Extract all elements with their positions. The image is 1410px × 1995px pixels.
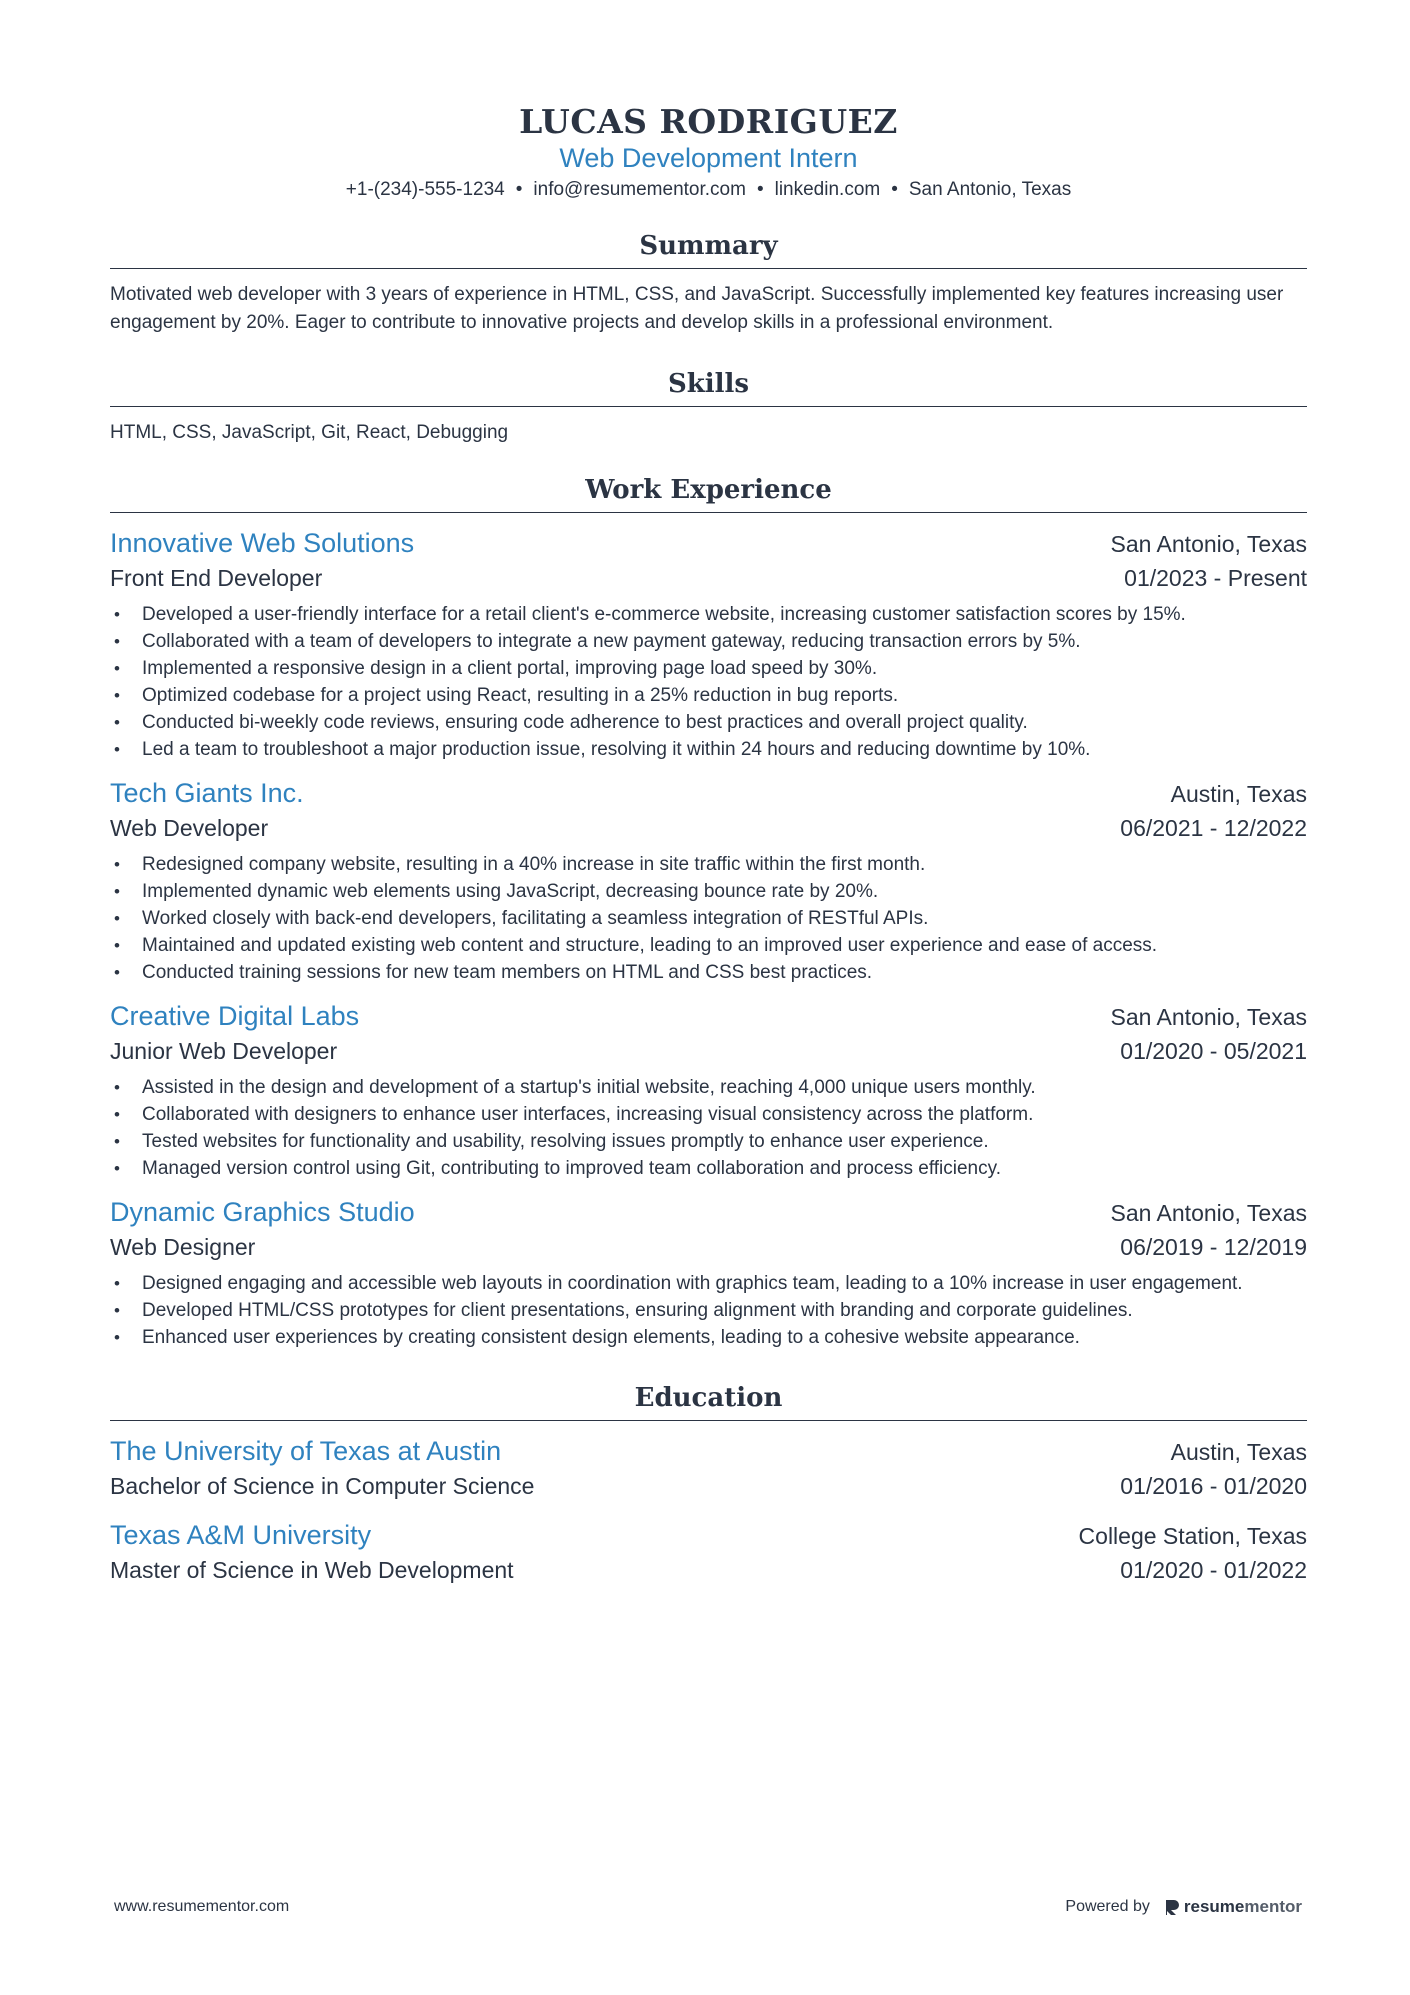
bullet-item: • Implemented a responsive design in a client portal, improving page load speed by 30%. xyxy=(110,655,1307,682)
phone: +1-(234)-555-1234 xyxy=(345,179,505,200)
job-entry xyxy=(110,775,1307,986)
job-title: Junior Web Developer xyxy=(110,1038,338,1064)
bullet-item: • Assisted in the design and development of a startup's initial website, reaching 4,000 unique users monthly. xyxy=(110,1074,1307,1101)
bullet-item: • Collaborated with a team of developers to integrate a new payment gateway, reducing transaction errors by 5%. xyxy=(110,628,1307,655)
bullet-item: • Managed version control using Git, contributing to improved team collaboration and process efficiency. xyxy=(110,1155,1307,1182)
linkedin-link[interactable]: linkedin.com xyxy=(774,179,881,200)
degree: Master of Science in Web Development xyxy=(110,1557,514,1583)
bullet-item: • Maintained and updated existing web content and structure, leading to an improved user experience and ease of access. xyxy=(110,932,1307,959)
resumementor-logo xyxy=(1164,1897,1302,1917)
separator-dot: • xyxy=(891,179,898,200)
job-title-row xyxy=(110,1034,1307,1068)
bullet-item: • Optimized codebase for a project using React, resulting in a 25% reduction in bug reports. xyxy=(110,682,1307,709)
logo-text-resume: resume xyxy=(1183,1897,1245,1916)
education-entry xyxy=(110,1433,1307,1503)
job-bullets xyxy=(110,1074,1307,1182)
separator-dot: • xyxy=(756,179,764,200)
skills-section xyxy=(110,367,1307,447)
job-title-row xyxy=(110,1230,1307,1264)
company-name: Tech Giants Inc. xyxy=(110,778,304,808)
school-header-row xyxy=(110,1517,1307,1553)
job-entry xyxy=(110,998,1307,1182)
candidate-name: LUCAS RODRIGUEZ xyxy=(519,102,898,141)
job-location: San Antonio, Texas xyxy=(1110,1004,1307,1030)
job-title: Front End Developer xyxy=(110,565,323,591)
candidate-role: Web Development Intern xyxy=(559,143,858,173)
section-title-education: Education xyxy=(110,1381,1307,1421)
summary-section xyxy=(110,229,1307,337)
company-name: Creative Digital Labs xyxy=(110,1001,360,1031)
bullet-item: • Led a team to troubleshoot a major production issue, resolving it within 24 hours and reducing downtime by 10%. xyxy=(110,736,1307,763)
page-footer xyxy=(114,1892,1302,1922)
job-header-row xyxy=(110,998,1307,1034)
skills-text: HTML, CSS, JavaScript, Git, React, Debugging xyxy=(110,422,509,443)
logo-text-mentor: mentor xyxy=(1244,1897,1302,1916)
job-header-row xyxy=(110,775,1307,811)
bullet-item: • Collaborated with designers to enhance user interfaces, increasing visual consistency across the platform. xyxy=(110,1101,1307,1128)
job-title: Web Developer xyxy=(110,815,269,841)
job-bullets xyxy=(110,601,1307,763)
job-entry xyxy=(110,1194,1307,1351)
bullet-item: • Developed HTML/CSS prototypes for client presentations, ensuring alignment with branding and corporate guidelines. xyxy=(110,1297,1307,1324)
school-location: Austin, Texas xyxy=(1170,1439,1307,1465)
resume-page xyxy=(110,100,1307,1587)
section-title-skills: Skills xyxy=(110,367,1307,407)
job-header-row xyxy=(110,1194,1307,1230)
experience-section xyxy=(110,473,1307,1351)
job-list xyxy=(110,525,1307,1351)
summary-text: Motivated web developer with 3 years of experience in HTML, CSS, and JavaScript. Successfully implemented key features increasing user engagement by 20%. Eager to contribute to innovative projects and develop skills in a professional environment. xyxy=(110,284,1284,333)
bullet-item: • Developed a user-friendly interface for a retail client's e-commerce website, increasing customer satisfaction scores by 15%. xyxy=(110,601,1307,628)
school-header-row xyxy=(110,1433,1307,1469)
bullet-item: • Tested websites for functionality and usability, resolving issues promptly to enhance user experience. xyxy=(110,1128,1307,1155)
job-bullets xyxy=(110,1270,1307,1351)
degree-row xyxy=(110,1469,1307,1503)
school-name: The University of Texas at Austin xyxy=(110,1436,502,1466)
bullet-item: • Implemented dynamic web elements using JavaScript, decreasing bounce rate by 20%. xyxy=(110,878,1307,905)
section-title-summary: Summary xyxy=(110,229,1307,269)
job-location: San Antonio, Texas xyxy=(1110,1200,1307,1226)
school-name: Texas A&M University xyxy=(110,1520,372,1550)
school-location: College Station, Texas xyxy=(1078,1523,1307,1549)
school-list xyxy=(110,1433,1307,1587)
job-dates: 06/2021 - 12/2022 xyxy=(1120,815,1307,841)
job-header-row xyxy=(110,525,1307,561)
bullet-item: • Designed engaging and accessible web layouts in coordination with graphics team, leading to a 10% increase in user engagement. xyxy=(110,1270,1307,1297)
resume-header xyxy=(110,100,1307,204)
education-section xyxy=(110,1381,1307,1587)
powered-by xyxy=(1065,1897,1302,1917)
bullet-item: • Conducted training sessions for new team members on HTML and CSS best practices. xyxy=(110,959,1307,986)
bullet-item: • Worked closely with back-end developers, facilitating a seamless integration of RESTful APIs. xyxy=(110,905,1307,932)
job-location: San Antonio, Texas xyxy=(1110,531,1307,557)
education-entry xyxy=(110,1517,1307,1587)
job-dates: 06/2019 - 12/2019 xyxy=(1120,1234,1307,1260)
job-location: Austin, Texas xyxy=(1170,781,1307,807)
section-title-experience: Work Experience xyxy=(110,473,1307,513)
education-dates: 01/2016 - 01/2020 xyxy=(1120,1473,1307,1499)
degree-row xyxy=(110,1553,1307,1587)
job-bullets xyxy=(110,851,1307,986)
powered-by-label: Powered by xyxy=(1065,1898,1150,1915)
job-title-row xyxy=(110,811,1307,845)
bullet-item: • Redesigned company website, resulting in a 40% increase in site traffic within the first month. xyxy=(110,851,1307,878)
location: San Antonio, Texas xyxy=(908,179,1072,200)
company-name: Dynamic Graphics Studio xyxy=(110,1197,415,1227)
company-name: Innovative Web Solutions xyxy=(110,528,415,558)
bullet-item: • Enhanced user experiences by creating consistent design elements, leading to a cohesive website appearance. xyxy=(110,1324,1307,1351)
job-dates: 01/2020 - 05/2021 xyxy=(1120,1038,1307,1064)
footer-website-link[interactable]: www.resumementor.com xyxy=(114,1898,290,1915)
resumementor-logo-icon xyxy=(1164,1898,1180,1916)
job-entry xyxy=(110,525,1307,763)
job-title: Web Designer xyxy=(110,1234,256,1260)
education-dates: 01/2020 - 01/2022 xyxy=(1120,1557,1307,1583)
separator-dot: • xyxy=(515,179,523,200)
job-title-row xyxy=(110,561,1307,595)
contact-line xyxy=(110,176,1307,204)
job-dates: 01/2023 - Present xyxy=(1124,565,1307,591)
email-link[interactable]: info@resumementor.com xyxy=(533,179,746,200)
degree: Bachelor of Science in Computer Science xyxy=(110,1473,535,1499)
bullet-item: • Conducted bi-weekly code reviews, ensuring code adherence to best practices and overall project quality. xyxy=(110,709,1307,736)
